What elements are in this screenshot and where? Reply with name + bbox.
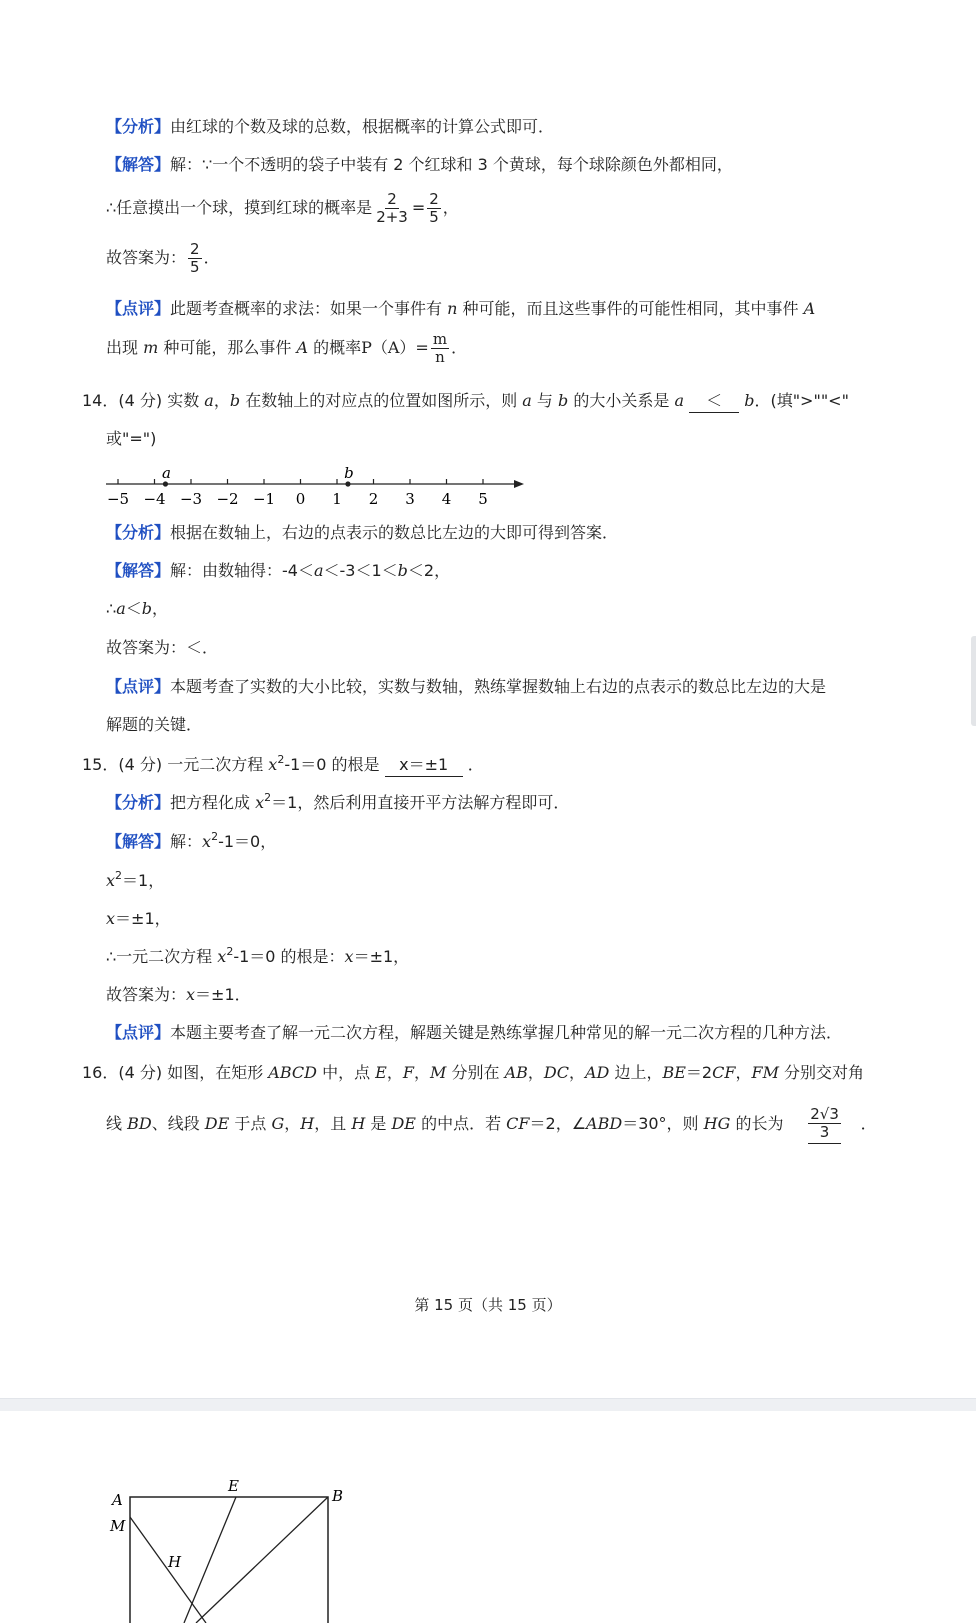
analysis-line: 【分析】由红球的个数及球的总数，根据概率的计算公式即可．: [106, 117, 555, 136]
page-footer: 第 15 页（共 15 页）: [414, 1296, 562, 1314]
tick-label: −1: [252, 490, 276, 508]
probability-line: ∴任意摸出一个球，摸到红球的概率是 $\frac{2}{2+3}$ = $\frac{2}{5}$ ，: [106, 190, 459, 226]
solution-line-15: 【解答】解：$x^2-1=0$，: [106, 830, 277, 851]
tick-label: 4: [441, 490, 452, 508]
tick-label: 0: [295, 490, 306, 508]
comment-line-2: 出现 m 种可能，那么事件 A 的概率P（A）= $\frac{m}{n}$ ．: [106, 330, 468, 366]
label-E: E: [228, 1477, 239, 1495]
solution-line: 【解答】解：∵一个不透明的袋子中装有 2 个红球和 3 个黄球，每个球除颜色外都相同，: [106, 155, 733, 174]
answer-blank: $\frac{2√3}{3}$: [789, 1104, 861, 1144]
label-M: M: [110, 1517, 126, 1535]
analysis-line-14: 【分析】根据在数轴上，右边的点表示的数总比左边的大即可得到答案．: [106, 523, 619, 542]
page-16-figure: [0, 1411, 976, 1623]
number-line: [100, 462, 530, 510]
point-label-b: b: [344, 464, 354, 482]
answer-blank: x＝±1: [385, 754, 463, 777]
answer-line-15: 故答案为：x＝±1．: [106, 985, 251, 1004]
label-H: H: [168, 1553, 182, 1571]
label-B: B: [332, 1487, 344, 1505]
question-16: 16．(4 分) 如图，在矩形 ABCD 中，点 E，F，M 分别在 AB，DC，AD 边上，BE＝2CF，FM 分别交对角: [82, 1063, 865, 1082]
tick-label: 3: [405, 490, 415, 508]
label-A: A: [112, 1491, 123, 1509]
step-line: x＝±1，: [106, 909, 171, 928]
question-14: 14．(4 分) 实数 a，b 在数轴上的对应点的位置如图所示，则 a 与 b 的大小关系是 a ＜ b．(填">""<": [82, 390, 849, 413]
rectangle-figure: [100, 1471, 360, 1623]
page-separator: [0, 1398, 976, 1411]
tick-label: 1: [332, 490, 342, 508]
question-15: 15．(4 分) 一元二次方程 $x^2-1=0$ 的根是 x＝±1 ．: [82, 754, 484, 777]
tick-label: −5: [106, 490, 130, 508]
tick-label: −2: [216, 490, 239, 508]
answer-blank: ＜: [689, 390, 739, 413]
therefore-line-15: ∴一元二次方程 $x^2-1=0$ 的根是：x＝±1，: [106, 945, 410, 966]
point-a: [163, 481, 168, 486]
question-14-cont: 或"="): [106, 429, 157, 448]
comment-line-15: 【点评】本题主要考查了解一元二次方程，解题关键是熟练掌握几种常见的解一元二次方程的几种方法．: [106, 1023, 843, 1042]
analysis-line-15: 【分析】把方程化成 $x^2=1$，然后利用直接开平方法解方程即可．: [106, 791, 570, 812]
answer-line-14: 故答案为：＜．: [106, 638, 219, 657]
comment-line: 【点评】此题考查概率的求法：如果一个事件有 n 种可能，而且这些事件的可能性相同，其中事件 A: [106, 299, 816, 318]
comment-line-14: 【点评】本题考查了实数的大小比较，实数与数轴，熟练掌握数轴上右边的点表示的数总比左边的大是: [106, 677, 827, 696]
step-line: $x^2=1$，: [106, 869, 165, 890]
tick-label: 2: [368, 490, 379, 508]
question-16-cont: 线 BD、线段 DE 于点 G，H，且 H 是 DE 的中点．若 CF＝2，∠ABD＝30°，则 HG 的长为 $\frac{2√3}{3}$ ．: [106, 1104, 877, 1144]
scroll-handle[interactable]: [971, 636, 976, 726]
point-label-a: a: [161, 464, 171, 482]
solution-line-14: 【解答】解：由数轴得：-4＜a＜-3＜1＜b＜2，: [106, 561, 451, 580]
comment-line-14-cont: 解题的关键．: [106, 715, 203, 734]
tick-label: −3: [179, 490, 203, 508]
answer-line: 故答案为： $\frac{2}{5}$ ．: [106, 240, 220, 276]
therefore-line-14: ∴a＜b，: [106, 599, 169, 618]
point-b: [345, 481, 350, 486]
tick-label: −4: [143, 490, 166, 508]
tick-label: 5: [478, 490, 488, 508]
